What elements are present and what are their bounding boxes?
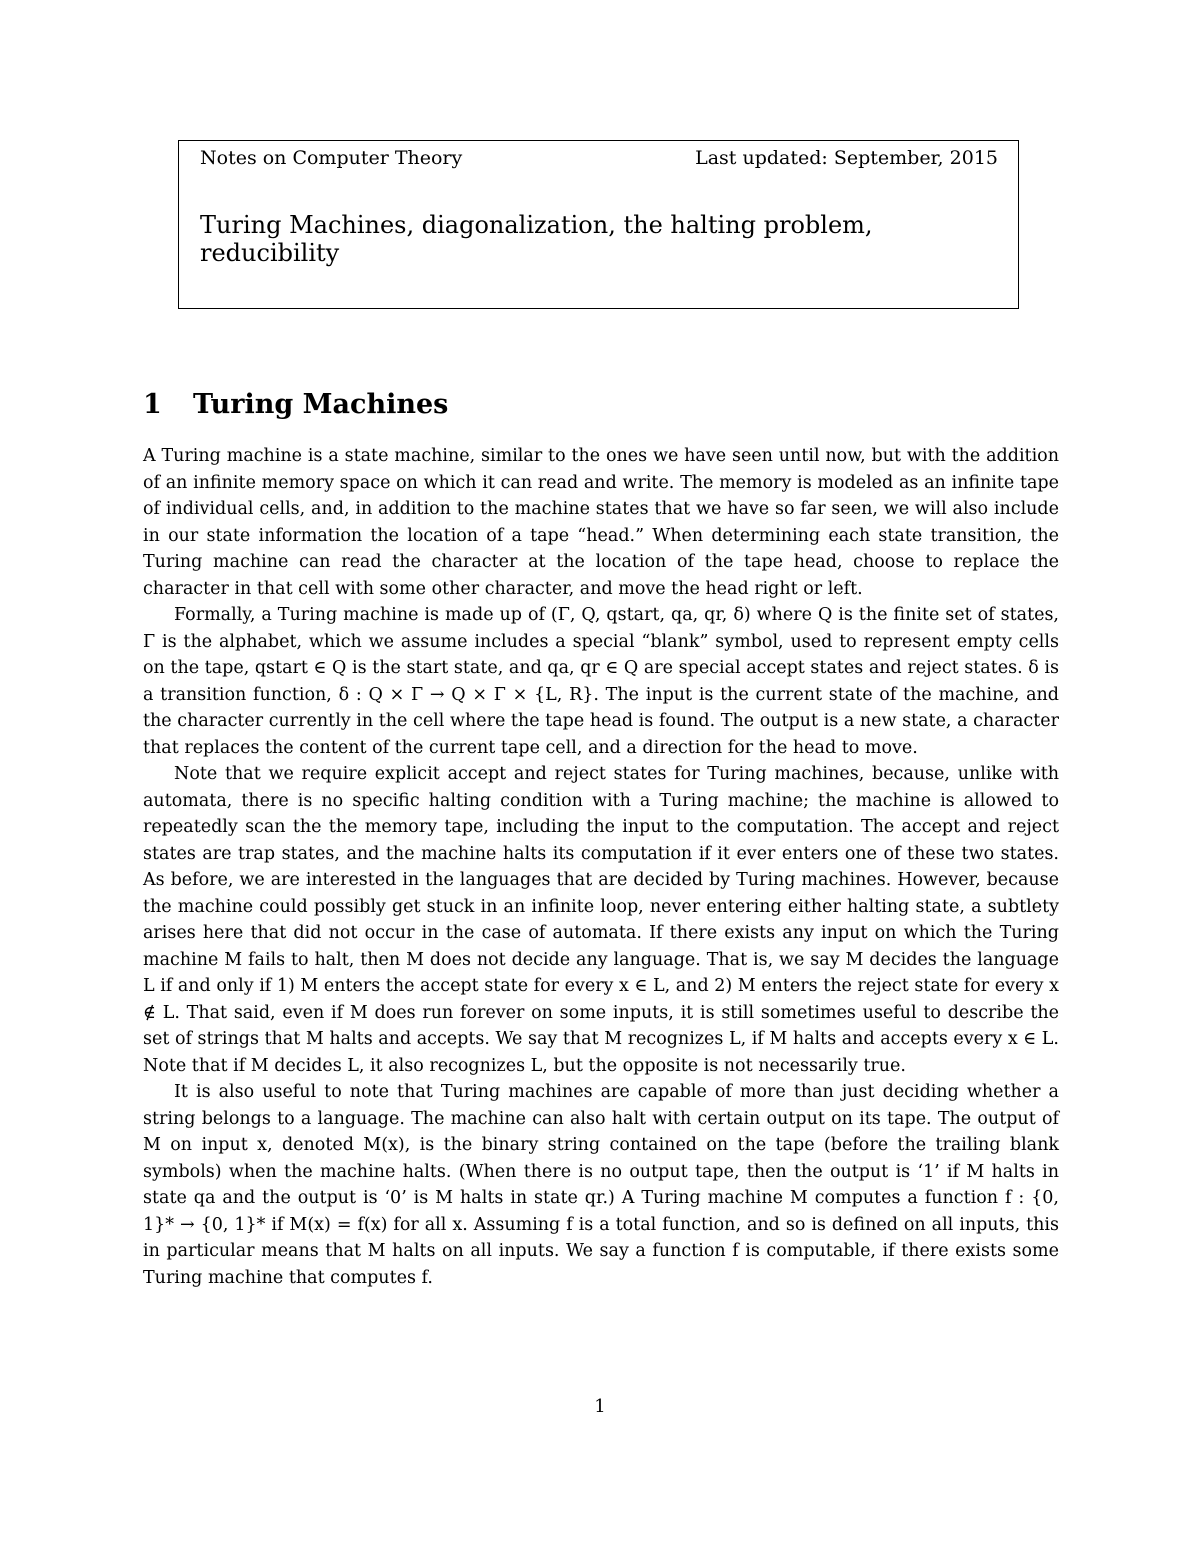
paragraph: Formally, a Turing machine is made up of (Γ, Q, qstart, qa, qr, δ) where Q is the finite set of states, Γ is the alphabet, which we assume includes a special “blank” symbol, used to represent empty cells on the tape, qstart ∈ Q is the start state, and qa, qr ∈ Q are special accept states and reject states. δ is a transition function, δ : Q × Γ → Q × Γ × {L, R}. The input is the current state of the machine, and the character currently in the cell where the tape head is found. The output is a new state, a character that replaces the content of the current tape cell, and a direction for the head to move. bbox=[143, 605, 1059, 758]
paragraph: A Turing machine is a state machine, similar to the ones we have seen until now, but with the addition of an infinite memory space on which it can read and write. The memory is modeled as an infinite tape of individual cells, and, in addition to the machine states that we have so far seen, we will also include in our state information the location of a tape “head.” When determining each state transition, the Turing machine can read the character at the location of the tape head, choose to replace the character in that cell with some other character, and move the head right or left. bbox=[143, 446, 1059, 599]
document-title: Turing Machines, diagonalization, the halting problem, reducibility bbox=[200, 211, 873, 267]
last-updated: Last updated: September, 2015 bbox=[695, 147, 998, 169]
section-heading bbox=[143, 389, 448, 420]
body-text bbox=[143, 443, 1059, 1291]
header-box bbox=[178, 140, 1019, 309]
section-title: Turing Machines bbox=[193, 389, 449, 420]
paragraph: Note that we require explicit accept and reject states for Turing machines, because, unlike with automata, there is no specific halting condition with a Turing machine; the machine is allowed to repeatedly scan the the memory tape, including the input to the computation. The accept and reject states are trap states, and the machine halts its computation if it ever enters one of these two states. As before, we are interested in the languages that are decided by Turing machines. However, because the machine could possibly get stuck in an infinite loop, never entering either halting state, a subtlety arises here that did not occur in the case of automata. If there exists any input on which the Turing machine M fails to halt, then M does not decide any language. That is, we say M decides the language L if and only if 1) M enters the accept state for every x ∈ L, and 2) M enters the reject state for every x ∉ L. That said, even if M does run forever on some inputs, it is still sometimes useful to describe the set of strings that M halts and accepts. We say that M recognizes L, if M halts and accepts every x ∈ L. Note that if M decides L, it also recognizes L, but the opposite is not necessarily true. bbox=[143, 764, 1059, 1076]
page-number: 1 bbox=[594, 1396, 606, 1417]
paragraph: It is also useful to note that Turing machines are capable of more than just deciding whether a string belongs to a language. The machine can also halt with certain output on its tape. The output of M on input x, denoted M(x), is the binary string contained on the tape (before the trailing blank symbols) when the machine halts. (When there is no output tape, then the output is ‘1’ if M halts in state qa and the output is ‘0’ is M halts in state qr.) A Turing machine M computes a function f : {0, 1}* → {0, 1}* if M(x) = f(x) for all x. Assuming f is a total function, and so is defined on all inputs, this in particular means that M halts on all inputs. We say a function f is computable, if there exists some Turing machine that computes f. bbox=[143, 1082, 1059, 1288]
section-number: 1 bbox=[143, 389, 162, 420]
course-name: Notes on Computer Theory bbox=[200, 147, 463, 169]
